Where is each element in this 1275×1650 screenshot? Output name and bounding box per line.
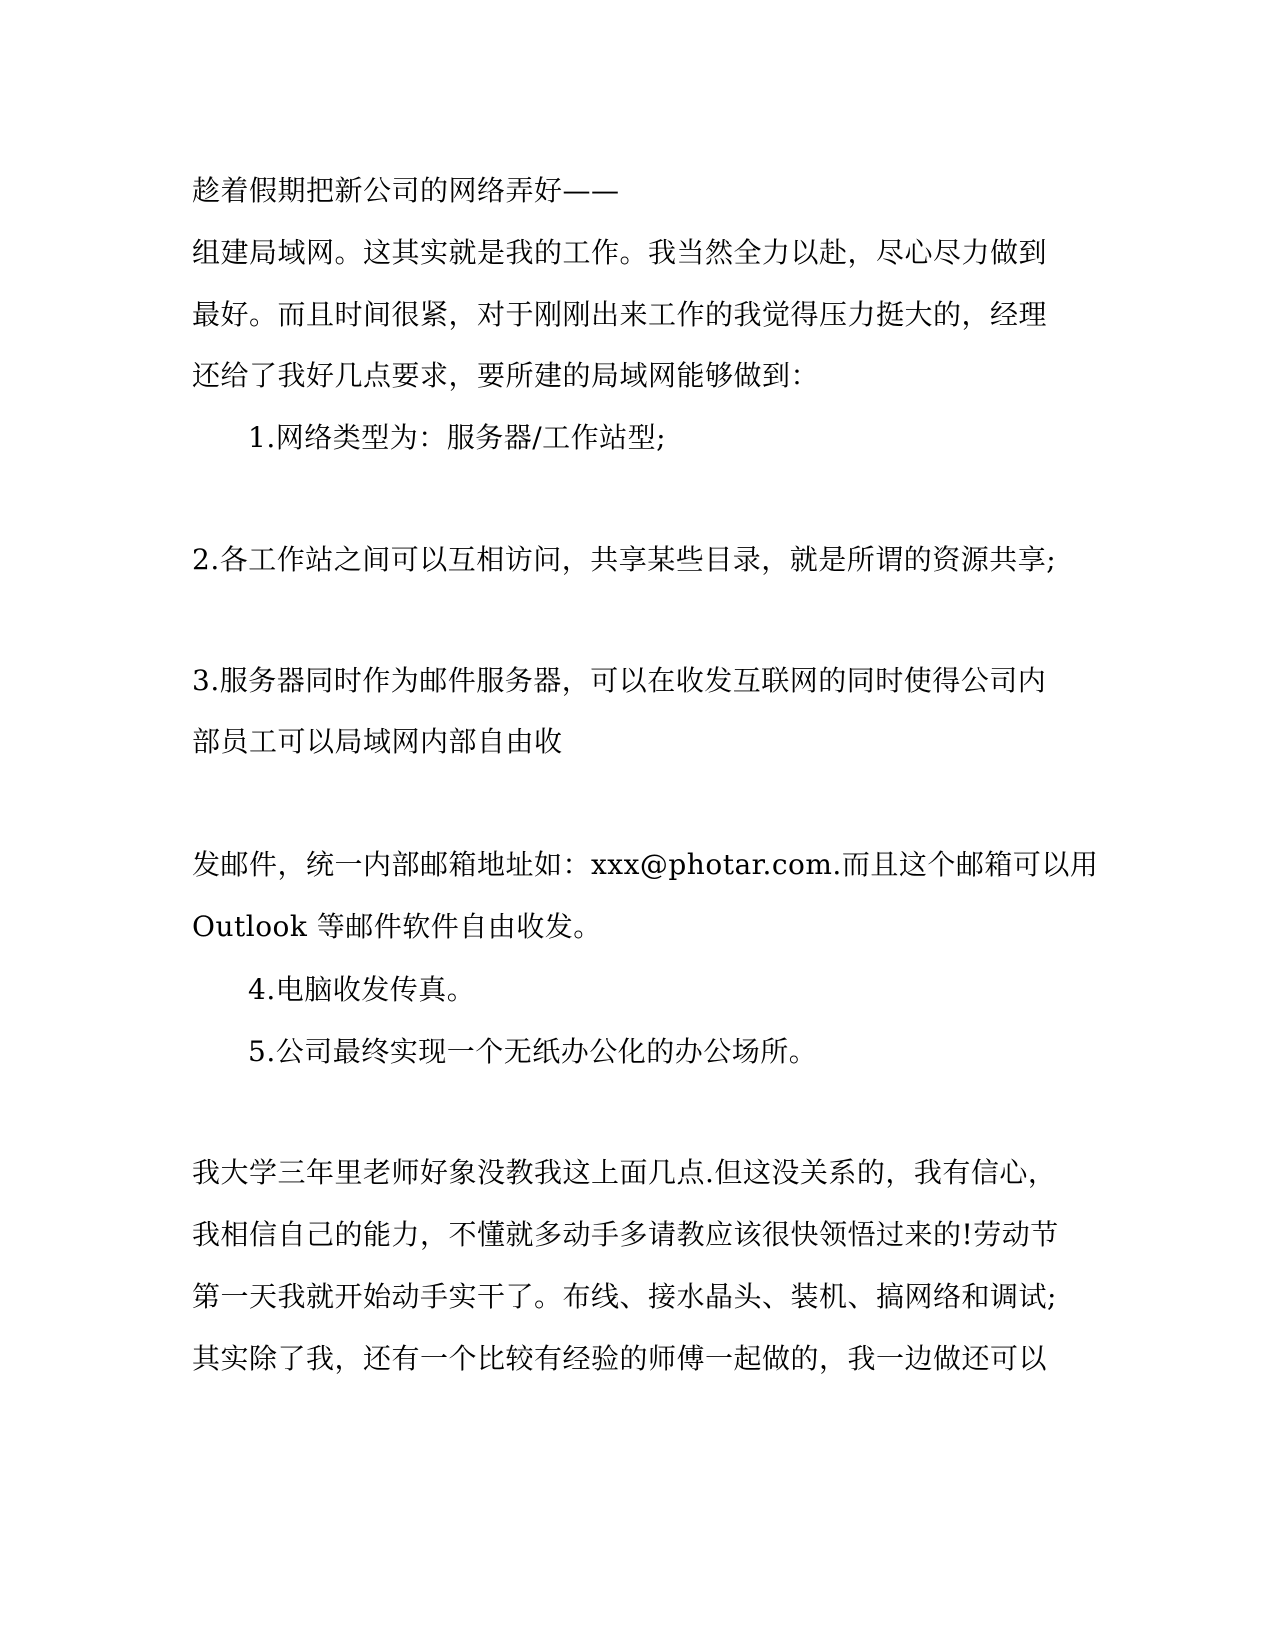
text-line-4: 还给了我好几点要求，要所建的局域网能够做到： [192,359,820,392]
text-line-15: 第一天我就开始动手实干了。布线、接水晶头、装机、搞网络和调试; [192,1280,1057,1313]
list-item-2: 2.各工作站之间可以互相访问，共享某些目录，就是所谓的资源共享; [192,543,1057,576]
list-item-3: 3.服务器同时作为邮件服务器，可以在收发互联网的同时使得公司内 [192,664,1047,697]
text-line-16: 其实除了我，还有一个比较有经验的师傅一起做的，我一边做还可以 [192,1342,1048,1375]
text-line-14: 我相信自己的能力，不懂就多动手多请教应该很快领悟过来的!劳动节 [192,1218,1059,1251]
text-line-1: 趁着假期把新公司的网络弄好—— [192,174,620,207]
list-item-3-continued: 部员工可以局域网内部自由收 [192,725,563,758]
text-line-outlook: Outlook 等邮件软件自由收发。 [192,910,602,943]
text-line-email: 发邮件，统一内部邮箱地址如：xxx@photar.com.而且这个邮箱可以用 [192,848,1099,881]
list-item-5: 5.公司最终实现一个无纸办公化的办公场所。 [248,1035,818,1068]
text-line-13: 我大学三年里老师好象没教我这上面几点.但这没关系的，我有信心， [192,1156,1057,1189]
text-line-3: 最好。而且时间很紧，对于刚刚出来工作的我觉得压力挺大的，经理 [192,298,1048,331]
list-item-4: 4.电脑收发传真。 [248,973,476,1006]
text-line-2: 组建局域网。这其实就是我的工作。我当然全力以赴，尽心尽力做到 [192,236,1048,269]
list-item-1: 1.网络类型为：服务器/工作站型; [248,421,667,454]
